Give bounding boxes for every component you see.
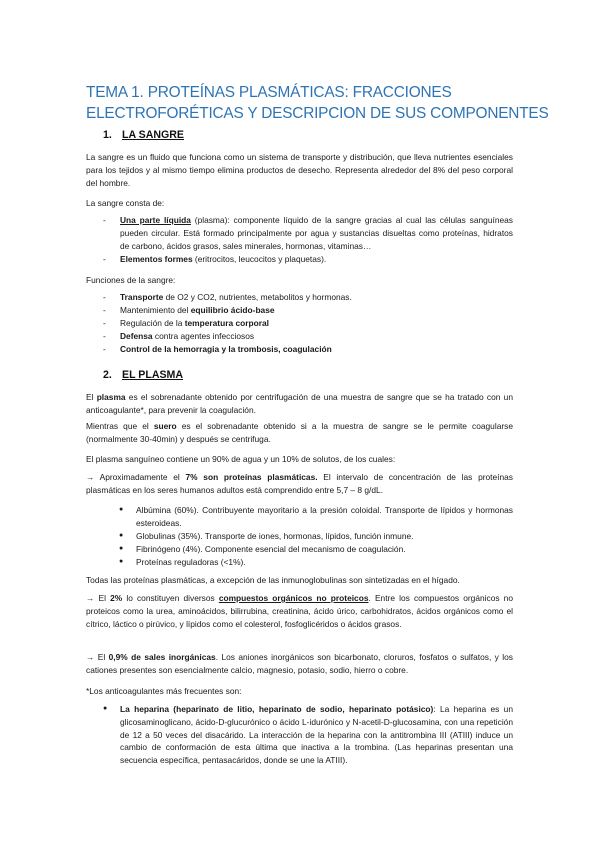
section-heading-la-sangre <box>103 129 184 141</box>
paragraph: → El 0,9% de sales inorgánicas. Los aniones inorgánicos son bicarbonato, cloruros, fosfatos o sulfatos, y los cationes presentes son esencialmente calcio, magnesio, potasio, sodio, hierro o cobre. <box>86 652 513 675</box>
paragraph: La sangre consta de: <box>86 198 165 208</box>
bullet-text: : La heparina es un glicosaminoglicano, ácido-D-glucurónico o ácido L-idurónico y N-acetil-D-glucosamina, con una repetición de 12 a 50 veces del disacárido. La interacción de la heparina con la antitrombina III (ATIII) induce un cambio de conformación de esta última que inactiva a la trombina. (Las heparinas presentan una secuencia específica, pentasacáridos, donde se une la ATIII). <box>120 704 513 766</box>
dash-marker: - <box>103 344 106 354</box>
bullet-item <box>119 543 513 556</box>
list-item <box>103 304 513 317</box>
list-item-text: Regulación de la <box>120 318 185 328</box>
paragraph: El plasma es el sobrenadante obtenido por centrifugación de una muestra de sangre que se ha tratado con un anticoagulante*, para prevenir la coagulación. <box>86 392 513 415</box>
paragraph: *Los anticoagulantes más frecuentes son: <box>86 686 242 696</box>
bullet-icon: ● <box>103 705 108 712</box>
bullet-bold: La heparina (heparinato de litio, heparinato de sodio, heparinato potásico) <box>120 704 434 714</box>
bullet-text: Globulinas (35%). Transporte de iones, hormonas, lípidos, función inmune. <box>136 531 414 541</box>
list-item-bold: Elementos formes <box>120 254 193 264</box>
list-item-text: contra agentes infecciosos <box>152 331 255 341</box>
list-item-text: de O2 y CO2, nutrientes, metabolitos y hormonas. <box>163 292 352 302</box>
paragraph: El plasma sanguíneo contiene un 90% de agua y un 10% de solutos, de los cuales: <box>86 454 396 464</box>
list-item-bold: Transporte <box>120 292 164 302</box>
list-item <box>103 330 513 343</box>
list-item <box>103 291 513 304</box>
dash-marker: - <box>103 331 106 341</box>
dash-marker: - <box>103 292 106 302</box>
section-heading-el-plasma <box>103 369 183 381</box>
list-item-bold: Una parte líquida <box>120 215 191 225</box>
list-item-text: (eritrocitos, leucocitos y plaquetas). <box>192 254 327 264</box>
paragraph: La sangre es un fluido que funciona como un sistema de transporte y distribución, que lleva nutrientes esenciales para los tejidos y al mismo tiempo elimina productos de desecho. Representa alrededor del 8% del peso corporal del hombre. <box>86 152 513 188</box>
list-item <box>103 214 513 252</box>
list-item-text: Mantenimiento del <box>120 305 191 315</box>
bullet-text: Fibrinógeno (4%). Componente esencial del mecanismo de coagulación. <box>136 544 406 554</box>
list-item <box>103 343 513 356</box>
dash-marker: - <box>103 254 106 264</box>
bullet-item <box>119 556 513 569</box>
list-item-bold: Defensa <box>120 331 153 341</box>
list-item <box>103 253 513 266</box>
list-item <box>103 317 513 330</box>
list-item-bold: Control de la hemorragia y la trombosis, coagulación <box>120 344 332 354</box>
bullet-item <box>119 504 513 530</box>
bullet-item <box>103 703 513 767</box>
list-item-bold: equilibrio ácido-base <box>190 305 275 315</box>
section-label: LA SANGRE <box>122 129 184 141</box>
section-number: 2. <box>103 369 112 381</box>
document-title: TEMA 1. PROTEÍNAS PLASMÁTICAS: FRACCIONES ELECTROFORÉTICAS Y DESCRIPCION DE SUS COMPONENTES <box>86 84 549 122</box>
bullet-icon: ● <box>119 558 124 565</box>
dash-marker: - <box>103 318 106 328</box>
paragraph: → El 2% lo constituyen diversos compuestos orgánicos no proteicos. Entre los compuestos orgánicos no proteicos como la urea, aminoácidos, bilirrubina, creatinina, ácido úrico, carbohidratos, ácidos orgánicos como el cítrico, láctico o pirúvico, y lípidos como el colesterol, fosfoglicéridos o ácidos grasos. <box>86 593 513 629</box>
paragraph: Mientras que el suero es el sobrenadante obtenido si a la muestra de sangre se le permite coagularse (normalmente 30-40min) y después se centrifuga. <box>86 421 513 444</box>
list-item-bold: temperatura corporal <box>184 318 269 328</box>
bullet-item <box>119 530 513 543</box>
list-item-text: (plasma): componente líquido de la sangre gracias al cual las células sanguíneas pueden circular. Está formado principalmente por agua y sustancias disueltas como proteínas, hidratos de carbono, ácidos grasos, sales minerales, hormonas, vitaminas… <box>120 215 513 251</box>
paragraph: → Aproximadamente el 7% son proteínas plasmáticas. El intervalo de concentración de las proteínas plasmáticas en los seres humanos adultos está comprendido entre 5,7 – 8 g/dL. <box>86 472 513 495</box>
bullet-text: Albúmina (60%). Contribuyente mayoritario a la presión coloidal. Transporte de lípidos y hormonas esteroideas. <box>136 505 513 528</box>
section-number: 1. <box>103 129 112 141</box>
bullet-text: Proteínas reguladoras (<1%). <box>136 557 246 567</box>
dash-marker: - <box>103 215 106 225</box>
paragraph: Funciones de la sangre: <box>86 275 176 285</box>
bullet-icon: ● <box>119 545 124 552</box>
dash-marker: - <box>103 305 106 315</box>
paragraph: Todas las proteínas plasmáticas, a excepción de las inmunoglobulinas son sintetizadas en el hígado. <box>86 575 460 585</box>
section-label: EL PLASMA <box>122 369 184 381</box>
bullet-icon: ● <box>119 532 124 539</box>
bullet-icon: ● <box>119 506 124 513</box>
